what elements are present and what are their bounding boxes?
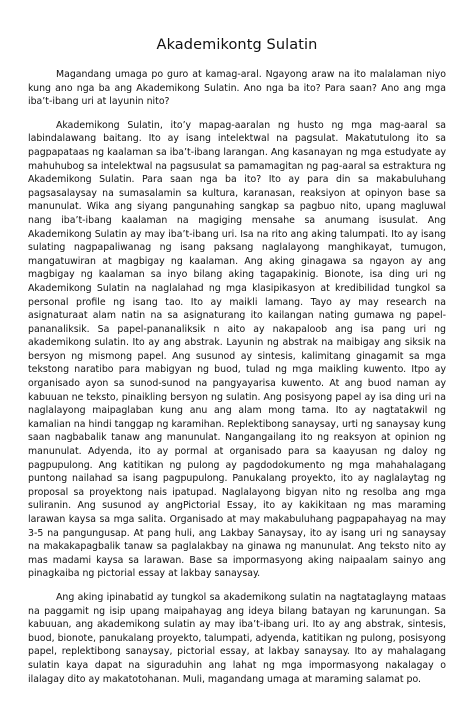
paragraph-introduction: Magandang umaga po guro at kamag-aral. Ngayong araw na ito malalaman niyo kung ano nga ba ang Akademikong Sulatin. Ano nga ba ito? Para saan? Ano ang mga iba’t-ibang uri at layunin nito? [28,69,446,108]
paragraph-body: Akademikong Sulatin, ito’y mapag-aaralan ng husto ng mga mag-aaral sa labindalawang baitang. Ito ay isang intelektwal na pagsulat. Makatutulong ito sa pagpapataas ng kaalaman sa iba’t-ibang larangan. Ang kasanayan ng mga estudyate ay mahuhubog sa intelektwal na pagsusulat sa pamamagitan ng pag-aaral sa estraktura ng Akademikong Sulatin. Para saan nga ba ito? Ito ay para din sa makabuluhang pagsasalaysay na sumasalamin sa kultura, karanasan, reaksiyon at opinyon base sa manunulat. Wika ang siyang pangunahing sangkap sa pagbuo nito, upang magluwal nang iba’t-ibang kaalaman na magiging mensahe sa anumang isusulat. Ang Akademikong Sulatin ay may iba’t-ibang uri. Isa na rito ang aking talumpati. Ito ay isang sulating nagpapaliwanag ng isang paksang naglalayong manghikayat, tumugon, mangatuwiran at magbigay ng kaalaman. Ang aking ginagawa sa ngayon ay ang magbigay ng kaalaman sa inyo bilang aking tagapakinig. Bionote, isa ding uri ng Akademikong Sulatin na naglalahad ng mga klasipikasyon at kredibilidad tungkol sa personal profile ng isang tao. Ito ay maikli lamang. Tayo ay may research na asignaturaat alam natin na sa asignaturang ito kailangan nating gumawa ng papel-pananaliksik. Sa papel-pananaliksik n aito ay nakapaloob ang isa pang uri ng akademikong sulatin. Ito ay ang abstrak. Layunin ng abstrak na maibigay ang siksik na bersyon ng mismong papel. Ang susunod ay sintesis, kalimitang ginagamit sa mga tekstong naratibo para mabigyan ng buod, tulad ng mga maikling kuwento. Itpo ay organisado ayon sa sunod-sunod na pangyayarisa kuwento. At ang buod naman ay kabuuan ne teksto, pinaikling bersyon ng sulatin. Ang posisyong papel ay isa ding uri na naglalayong maipaglaban kung anu ang alam mong tama. Ito ay nagtatakwil ng kamalian na hindi tanggap ng karamihan. Replektibong sanaysay, urti ng sanaysay kung saan nagbabalik tanaw ang manunulat. Nangangailang ito ng reaksyon at opinion ng manunulat. Adyenda, ito ay pormal at organisado para sa kaayusan ng daloy ng pagpupulong. Ang katitikan ng pulong ay pagdodokumento ng mga mahahalagang puntong nailahad sa isang pagpupulong. Panukalang proyekto, ito ay naglalaytag ng proposal sa proyektong nais ipatupad. Naglalayong bigyan nito ng resolba ang mga suliranin. Ang susunod ay angPictorial Essay, ito ay kakikitaan ng mas maraming larawan kaysa sa mga salita. Organisado at may makabuluhang pagpapahayag na may 3-5 na pangungusap. At pang huli, ang Lakbay Sanaysay, ito ay isang uri ng sanaysay na makakapagbalik tanaw sa paglalakbay na ginawa ng manunulat. Ang teksto nito ay mas madami kaysa sa larawan. Base sa impormasyong aking naipaalam sainyo ang pinagkaiba ng pictorial essay at lakbay sanaysay. [28,119,446,580]
paragraph-conclusion: Ang aking ipinabatid ay tungkol sa akademikong sulatin na nagtataglayng mataas na paggamit ng isip upang maipahayag ang ideya bilang batayan ng karunungan. Sa kabuuan, ang akademikong sulatin ay may iba’t-ibang uri. Ito ay ang abstrak, sintesis, buod, bionote, panukalang proyekto, talumpati, adyenda, katitikan ng pulong, posisyong papel, replektibong sanaysay, pictorial essay, at lakbay sanaysay. Ito ay mahalagang sulatin kaya dapat na siguraduhin ang lahat ng mga impormasyong nakalagay o ilalagay dito ay makatotohanan. Muli, magandang umaga at maraming salamat po. [28,591,446,685]
document-title: Akademikontg Sulatin [156,37,318,53]
